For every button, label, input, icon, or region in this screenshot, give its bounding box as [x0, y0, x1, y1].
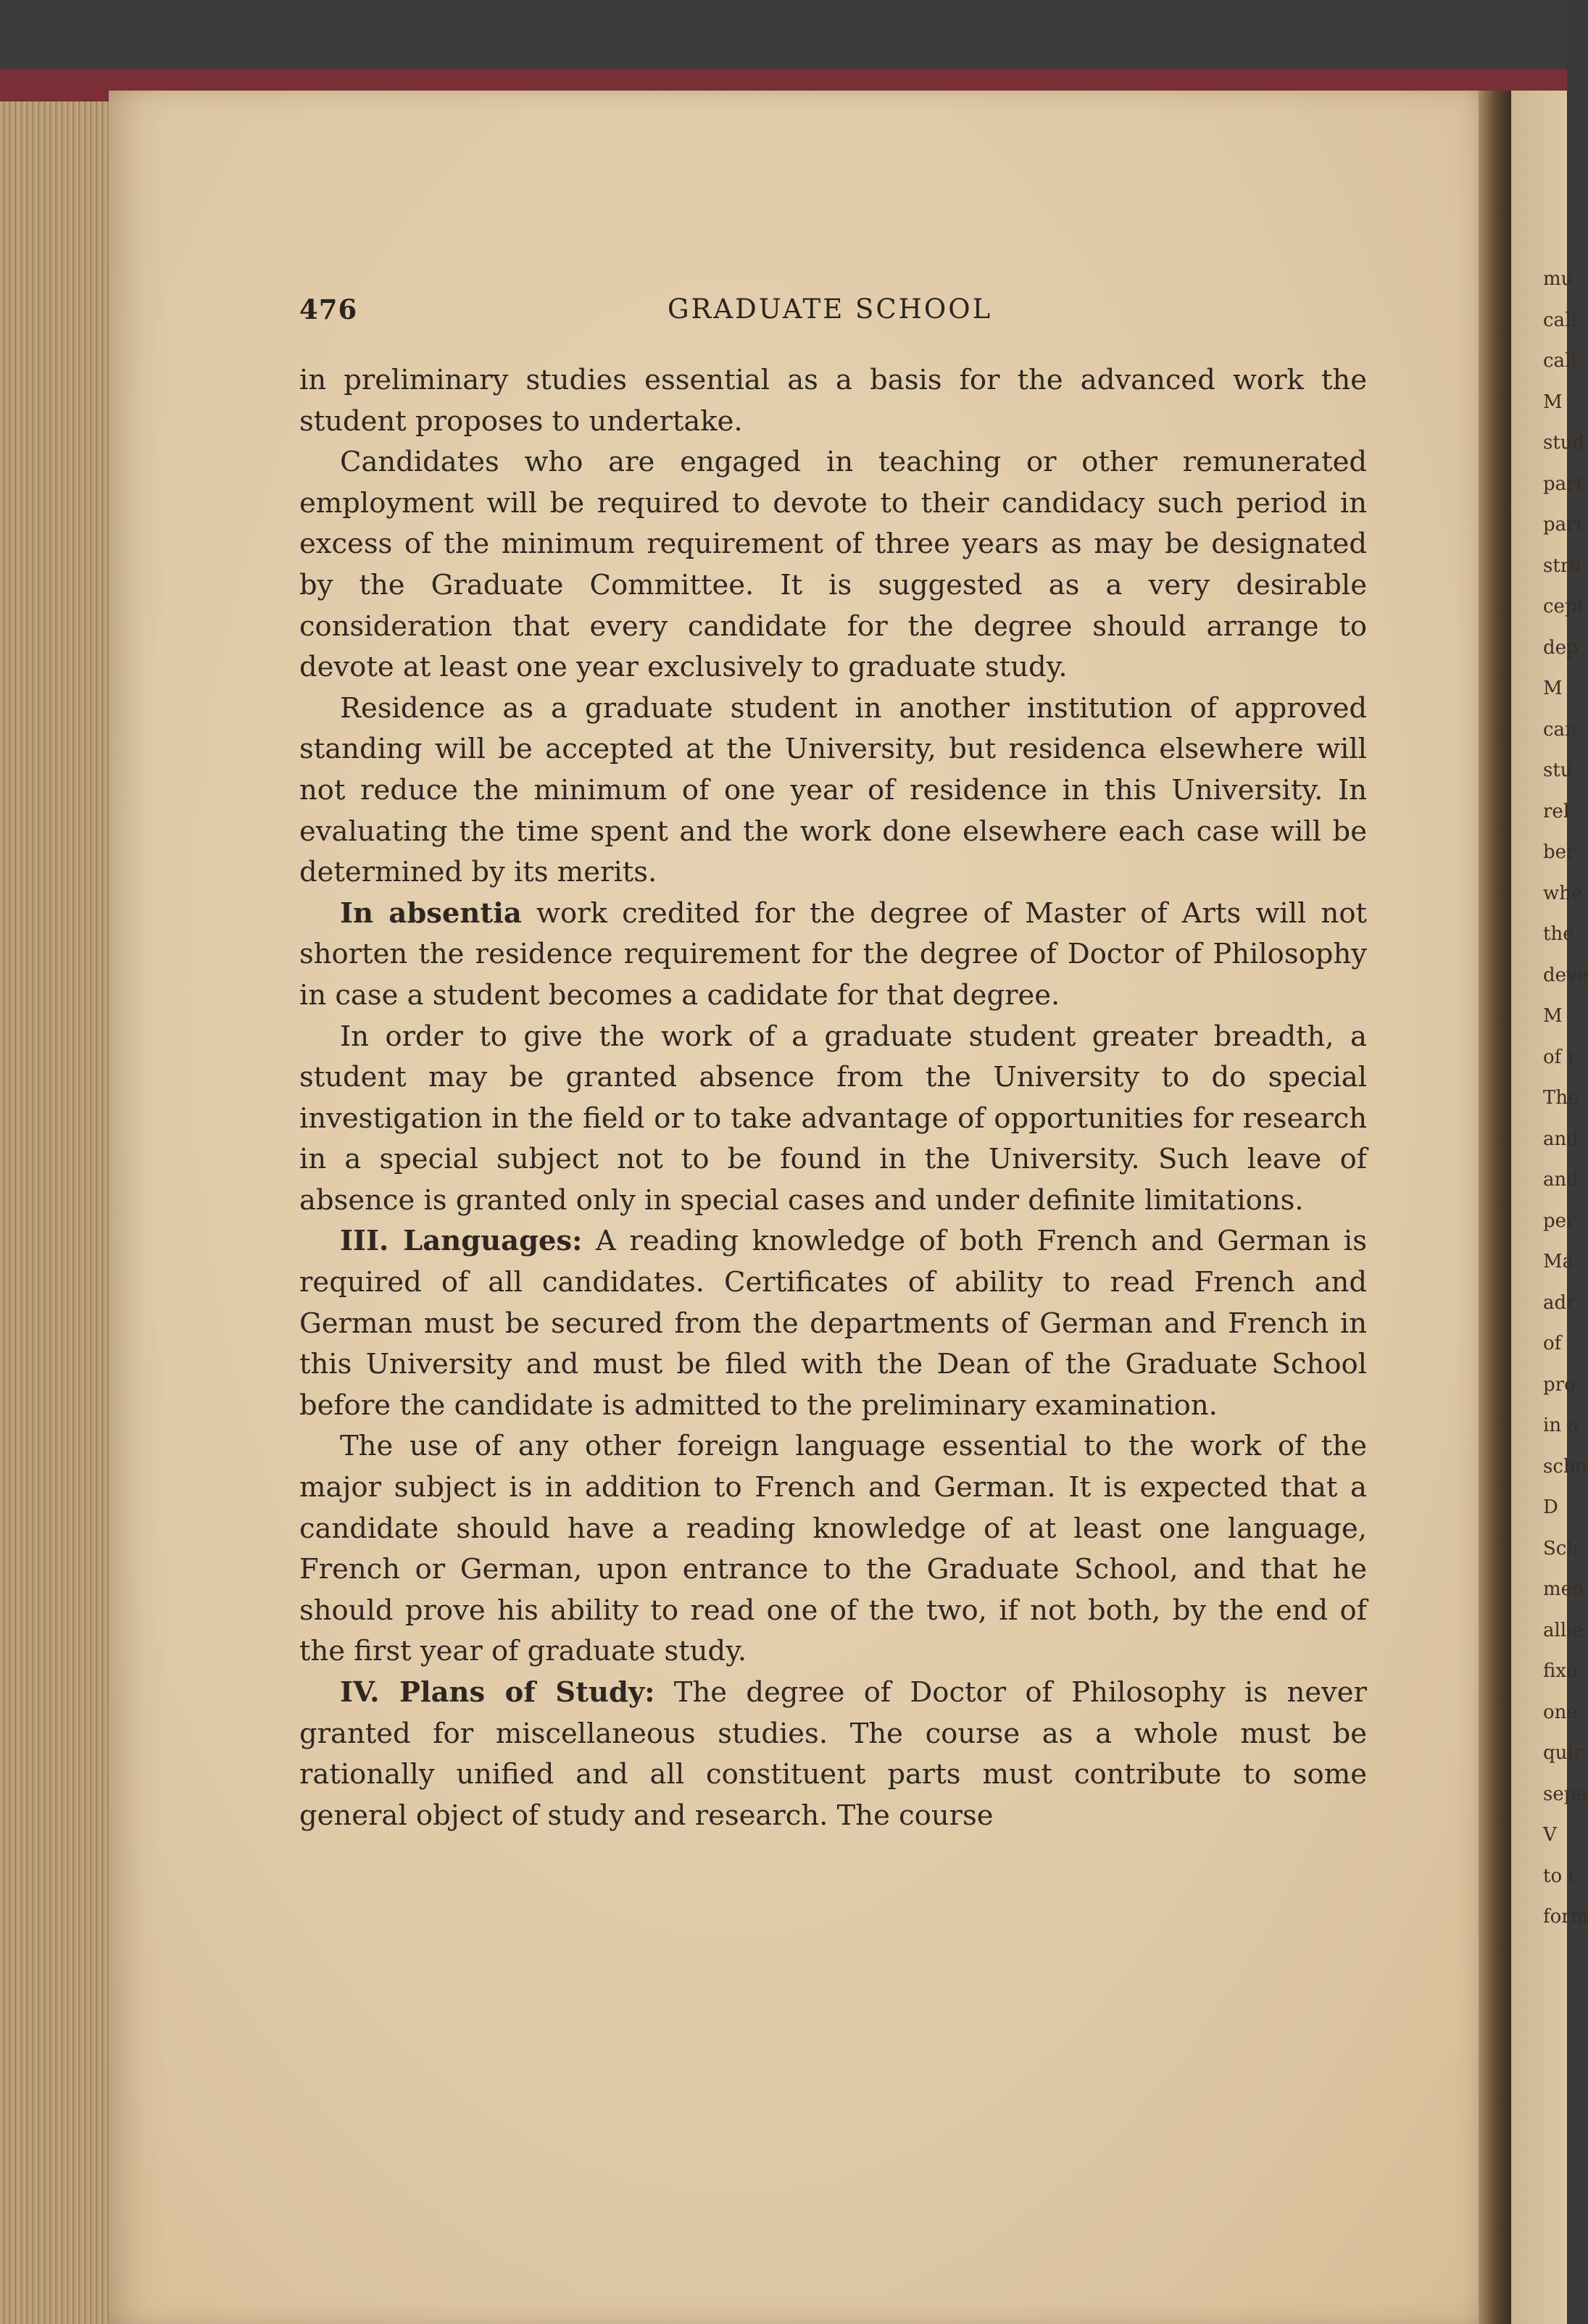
- next-page-fragment: men: [1543, 1578, 1584, 1600]
- next-page-fragment: stru: [1543, 554, 1581, 577]
- next-page-fragment: to t: [1543, 1865, 1576, 1887]
- paragraph: Candidates who are engaged in teaching or other remunerated employment will be required to devote to their candidacy such period in excess of the minimum requirement of three years as may be designated by the Graduate Committee. It is suggested as a very desirable consideration that every candidate for the degree should arrange to devote at least one year exclusively to graduate study.: [299, 446, 1367, 684]
- next-page-fragment: and: [1543, 1128, 1579, 1150]
- next-page-fragment: one: [1543, 1701, 1578, 1723]
- next-page-fragment: Ma: [1543, 1251, 1574, 1273]
- next-page-fragment: Sch: [1543, 1537, 1579, 1559]
- next-page-fragment: the: [1543, 923, 1574, 945]
- next-page-fragment: fixe: [1543, 1660, 1578, 1682]
- next-page-fragment: of t: [1543, 1046, 1575, 1068]
- next-page-fragment: M: [1543, 391, 1563, 413]
- next-page-fragment: form: [1543, 1906, 1588, 1928]
- next-page-fragment: cept: [1543, 596, 1585, 617]
- paragraph: Residence as a graduate student in another institution of approved standing will be accepted at the University, but residenca elsewhere will not reduce the minimum of one year of residence in this University. In evaluating the time spent and the work done elsewhere each case will be determined by its merits.: [299, 691, 1367, 889]
- next-page-fragment: stud: [1543, 432, 1585, 454]
- next-page-fragment: part: [1543, 472, 1584, 495]
- next-page-fragment: V: [1543, 1824, 1557, 1846]
- next-page-fragment: of: [1543, 1333, 1562, 1354]
- next-page-fragment: deve: [1543, 964, 1588, 986]
- paragraph-lead: IV. Plans of Study:: [340, 1676, 655, 1709]
- next-page-fragment: scho: [1543, 1455, 1587, 1478]
- paragraph-lead: III. Languages:: [340, 1225, 583, 1258]
- next-page-fragment: M: [1543, 1005, 1563, 1027]
- paragraph: In order to give the work of a graduate student greater breadth, a student may be granted absence from the University to do special investigation in the field or to take advantage of opportunities for research in a special subject not to be found in the University. Such leave of absence is granted only in special cases and under definite limitations.: [299, 1020, 1367, 1217]
- next-page-fragment: rel: [1543, 800, 1570, 822]
- paragraph: III. Languages: A reading knowledge of both French and German is required of all candidates. Certificates of ability to read French and German must be secured from the departments of German and French in this University and must be filed with the Dean of the Graduate School before the candidate is admitted to the preliminary examination.: [299, 1225, 1367, 1422]
- paragraph-lead: In absentia: [340, 896, 522, 930]
- next-page-edge: [1511, 91, 1588, 2324]
- next-page-fragment: The: [1543, 1087, 1579, 1109]
- book-gutter: [1479, 91, 1511, 2324]
- paragraph: The use of any other foreign language essential to the work of the major subject is in addition to French and German. It is expected that a candidate should have a reading knowledge of at least one language, French or German, upon entrance to the Graduate School, and that he should prove his ability to read one of the two, if not both, by the end of the first year of graduate study.: [299, 1430, 1367, 1668]
- next-page-fragment: part: [1543, 514, 1584, 536]
- next-page-fragment: can: [1543, 718, 1577, 741]
- body-text: [299, 360, 1367, 1836]
- page-number: 476: [299, 293, 358, 325]
- next-page-fragment: whe: [1543, 882, 1583, 904]
- next-page-fragment: per: [1543, 1209, 1576, 1232]
- page-header: [299, 293, 1367, 337]
- next-page-fragment: mu: [1543, 268, 1574, 290]
- next-page-fragment: stu: [1543, 759, 1573, 781]
- next-page-fragment: sepa: [1543, 1783, 1587, 1805]
- next-page-fragment: call: [1543, 309, 1577, 331]
- next-page-fragment: dep: [1543, 636, 1579, 659]
- next-page-fragment: ber: [1543, 841, 1576, 863]
- next-page-fragment: in a: [1543, 1415, 1579, 1436]
- next-page-fragment: call: [1543, 350, 1577, 372]
- running-title: GRADUATE SCHOOL: [668, 293, 993, 325]
- paragraph: in preliminary studies essential as a basis for the advanced work the student proposes to undertake.: [299, 364, 1367, 438]
- next-page-fragment: pro: [1543, 1373, 1576, 1396]
- next-page-fragment: allie: [1543, 1619, 1584, 1641]
- next-page-fragment: M: [1543, 678, 1563, 699]
- paragraph: IV. Plans of Study: The degree of Doctor of Philosophy is never granted for miscellaneous studies. The course as a whole must be rationally unified and all constituent parts must contribute to some general object of study and research. The course: [299, 1676, 1367, 1832]
- paragraph: In absentia work credited for the degree of Master of Arts will not shorten the residence requirement for the degree of Doctor of Philosophy in case a student becomes a cadidate for that degree.: [299, 896, 1368, 1012]
- next-page-fragment: adr: [1543, 1291, 1576, 1314]
- next-page-fragment: and: [1543, 1169, 1579, 1191]
- next-page-fragment: quir: [1543, 1742, 1583, 1764]
- next-page-fragment: D: [1543, 1496, 1558, 1518]
